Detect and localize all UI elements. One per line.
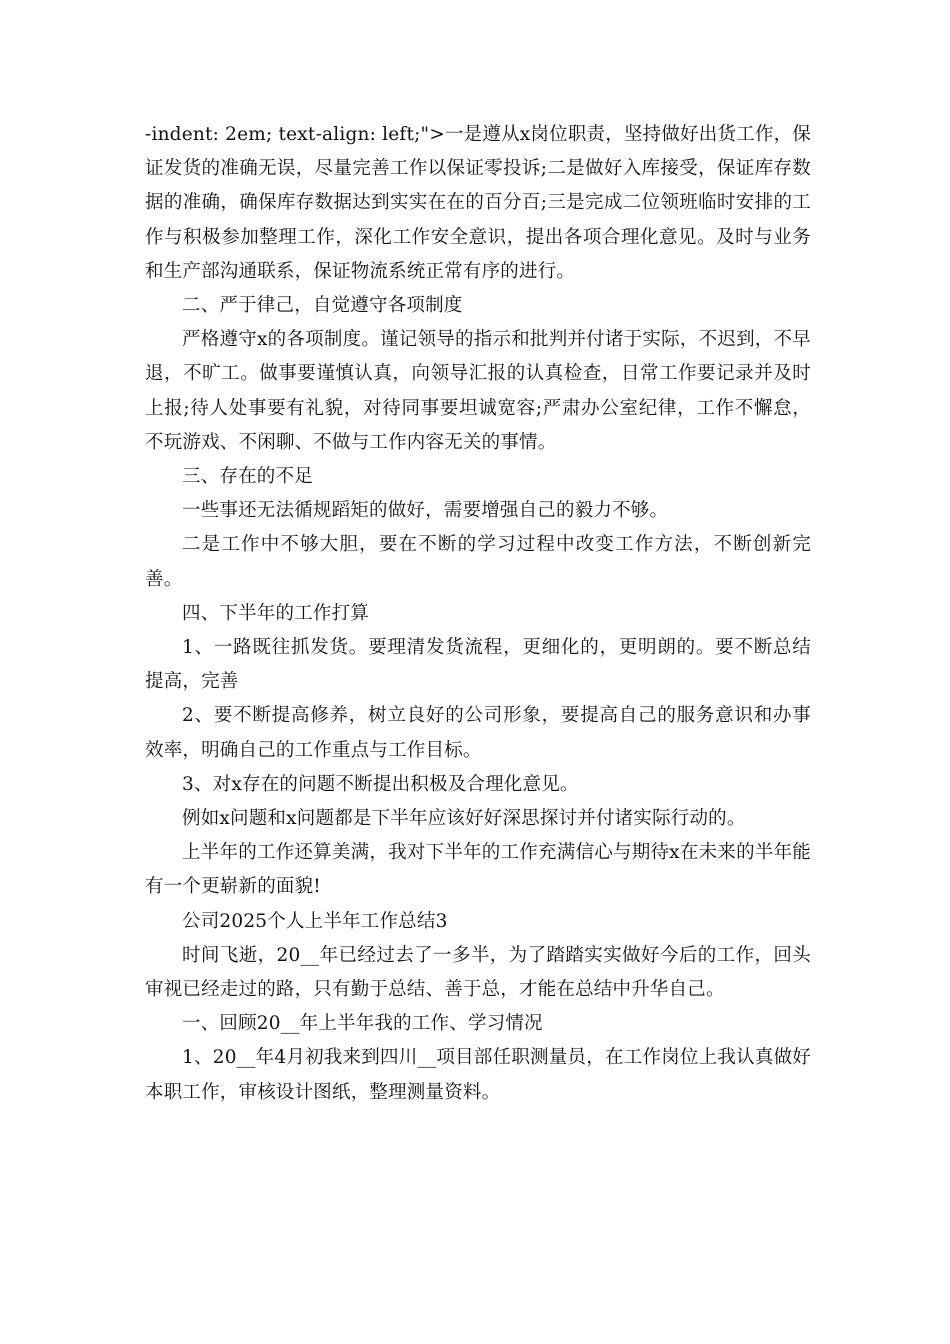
paragraph-review-1: 1、20__年4月初我来到四川__项目部任职测量员，在工作岗位上我认真做好本职工作，审核设计图纸，整理测量资料。 (145, 1047, 811, 1103)
section-heading-review: 一、回顾20__年上半年我的工作、学习情况 (182, 1013, 543, 1035)
section-heading-plans: 四、下半年的工作打算 (182, 602, 370, 624)
paragraph-example: 例如x问题和x问题都是下半年应该好好深思探讨并付诸实际行动的。 (182, 808, 746, 830)
document-body (145, 118, 811, 1110)
paragraph-closing: 上半年的工作还算美满，我对下半年的工作充满信心与期待x在未来的半年能有一个更崭新的面貌! (145, 842, 811, 898)
section-heading-discipline: 二、严于律己，自觉遵守各项制度 (182, 295, 463, 317)
paragraph-discipline: 严格遵守x的各项制度。谨记领导的指示和批判并付诸于实际，不迟到，不早退，不旷工。做事要谨慎认真，向领导汇报的认真检查，日常工作要记录并及时上报;待人处事要有礼貌，对待同事要坦诚宽容;严肃办公室纪律，工作不懈怠，不玩游戏、不闲聊、不做与工作内容无关的事情。 (145, 329, 811, 453)
paragraph-plan-3: 3、对x存在的问题不断提出积极及合理化意见。 (182, 773, 579, 795)
paragraph-continued-duties: -indent: 2em; text-align: left;">一是遵从x岗位职责，坚持做好出货工作，保证发货的准确无误，尽量完善工作以保证零投诉;二是做好入库接受，保证库存数据的准确，确保库存数据达到实实在在的百分百;三是完成二位领班临时安排的工作与积极参加整理工作，深化工作安全意识，提出各项合理化意见。及时与业务和生产部沟通联系，保证物流系统正常有序的进行。 (145, 124, 811, 282)
paragraph-shortcoming-1: 一些事还无法循规蹈矩的做好，需要增强自己的毅力不够。 (182, 500, 669, 522)
paragraph-plan-2: 2、要不断提高修养，树立良好的公司形象，要提高自己的服务意识和办事效率，明确自己的工作重点与工作目标。 (145, 705, 811, 761)
paragraph-plan-1: 1、一路既往抓发货。要理清发货流程，更细化的，更明朗的。要不断总结提高，完善 (145, 637, 811, 693)
document-subtitle: 公司2025个人上半年工作总结3 (182, 910, 448, 932)
section-heading-shortcomings: 三、存在的不足 (182, 466, 313, 488)
paragraph-intro: 时间飞逝，20__年已经过去了一多半，为了踏踏实实做好今后的工作，回头审视已经走过的路，只有勤于总结、善于总，才能在总结中升华自己。 (145, 944, 811, 1001)
paragraph-shortcoming-2: 二是工作中不够大胆，要在不断的学习过程中改变工作方法，不断创新完善。 (145, 534, 811, 590)
